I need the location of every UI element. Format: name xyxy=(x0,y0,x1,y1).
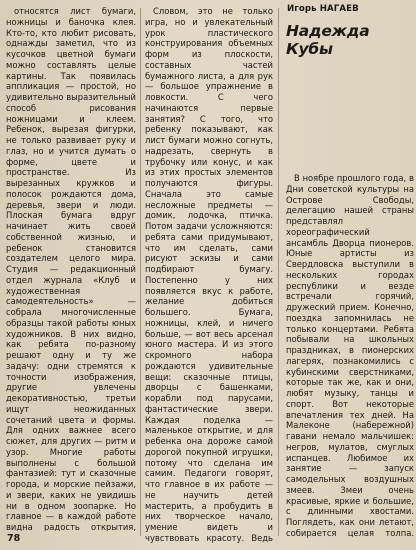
column-text: относятся лист бумаги, ножницы и баночка клея. Кто-то, кто любит рисовать, однажды заметил, что из кусочков цветной бумаги можно составлять целые картины. Так появилась аппликация — простой, но удивительно выразительный способ рисования ножницами и клеем. Ребенок, вырезая фигурки, не только развивает руку и глаз, но и учится думать о форме, цвете и пространстве. Из вырезанных кружков и полосок рождаются дома, деревья, звери и люди. Плоская бумага вдруг начинает жить своей собственной жизнью, и ребенок становится создателем целого мира. Студия — редакционный отдел журнала «Клуб и художественная самодеятельность» — собрала многочисленные образцы такой работы юных художников. В них видно, как ребята по-разному решают одну и ту же задачу: одни стремятся к точности изображения, другие увлечены декоративностью, третьи ищут неожиданных сочетаний цвета и формы. Для одних важнее всего сюжет, для других — ритм и узор. Многие работы выполнены с большой фантазией: тут и сказочные города, и морские пейзажи, и звери, каких не увидишь ни в одном зоопарке. Но главное — в каждой работе видна радость открытия, xyxy=(6,6,136,531)
column-text: В ноябре прошлого года, в Дни советской культуры на Острове Свободы, делегацию нашей страны представлял хореографический ансамбль Дворца пионеров. Юные артисты из Свердловска выступили в нескольких городах республики и везде встречали горячий, дружеский прием. Конечно, поездка запомнилась не только концертами. Ребята побывали на школьных праздниках, в пионерских лагерях, познакомились с кубинскими сверстниками, которые так же, как и они, любят музыку, танцы и спорт. Вот некоторые впечатления тех дней. На Малеконе (набережной) гавани немало мальчишек: негров, мулатов, смуглых испанцев. Любимое их занятие — запуск самодельных воздушных змеев. Змеи очень красивые, яркие и большие, с длинными хвостами. Поглядеть, как они летают, собирается целая толпа. xyxy=(286,173,414,538)
article-column-right xyxy=(286,173,414,538)
page-number: 78 xyxy=(7,533,21,544)
article-column-middle xyxy=(145,6,273,543)
article-headline: Надежда Кубы xyxy=(286,22,370,58)
column-divider xyxy=(278,8,279,536)
author-byline: Игорь НАГАЕВ xyxy=(287,4,359,14)
article-column-left xyxy=(6,6,136,531)
column-divider xyxy=(140,8,141,536)
column-text: Словом, это не только игра, но и увлекательный урок пластического конструирования объемных форм из плоскости, составных частей бумажного листа, а для рук — большое упражнение в ловкости. С чего начинаются первые занятия? С того, что ребенку показывают, как лист бумаги можно согнуть, надрезать, свернуть в трубочку или конус, и как из этих простых элементов получаются фигуры. Сначала это самые несложные предметы — домик, лодочка, птичка. Потом задачи усложняются: ребята сами придумывают, что им сделать, сами рисуют эскизы и сами подбирают бумагу. Постепенно у них появляется вкус к работе, желание добиться большего. Бумага, ножницы, клей, и ничего больше, — вот весь арсенал юного мастера. И из этого скромного набора рождаются удивительные вещи: сказочные птицы, дворцы с башенками, корабли под парусами, фантастические звери. Каждая поделка — маленькое открытие, и для ребенка она дороже самой дорогой покупной игрушки, потому что сделана им самим. Педагоги говорят, что главное в их работе — не научить детей мастерить, а пробудить в них творческое начало, умение видеть и чувствовать красоту. Ведь xyxy=(145,6,273,543)
